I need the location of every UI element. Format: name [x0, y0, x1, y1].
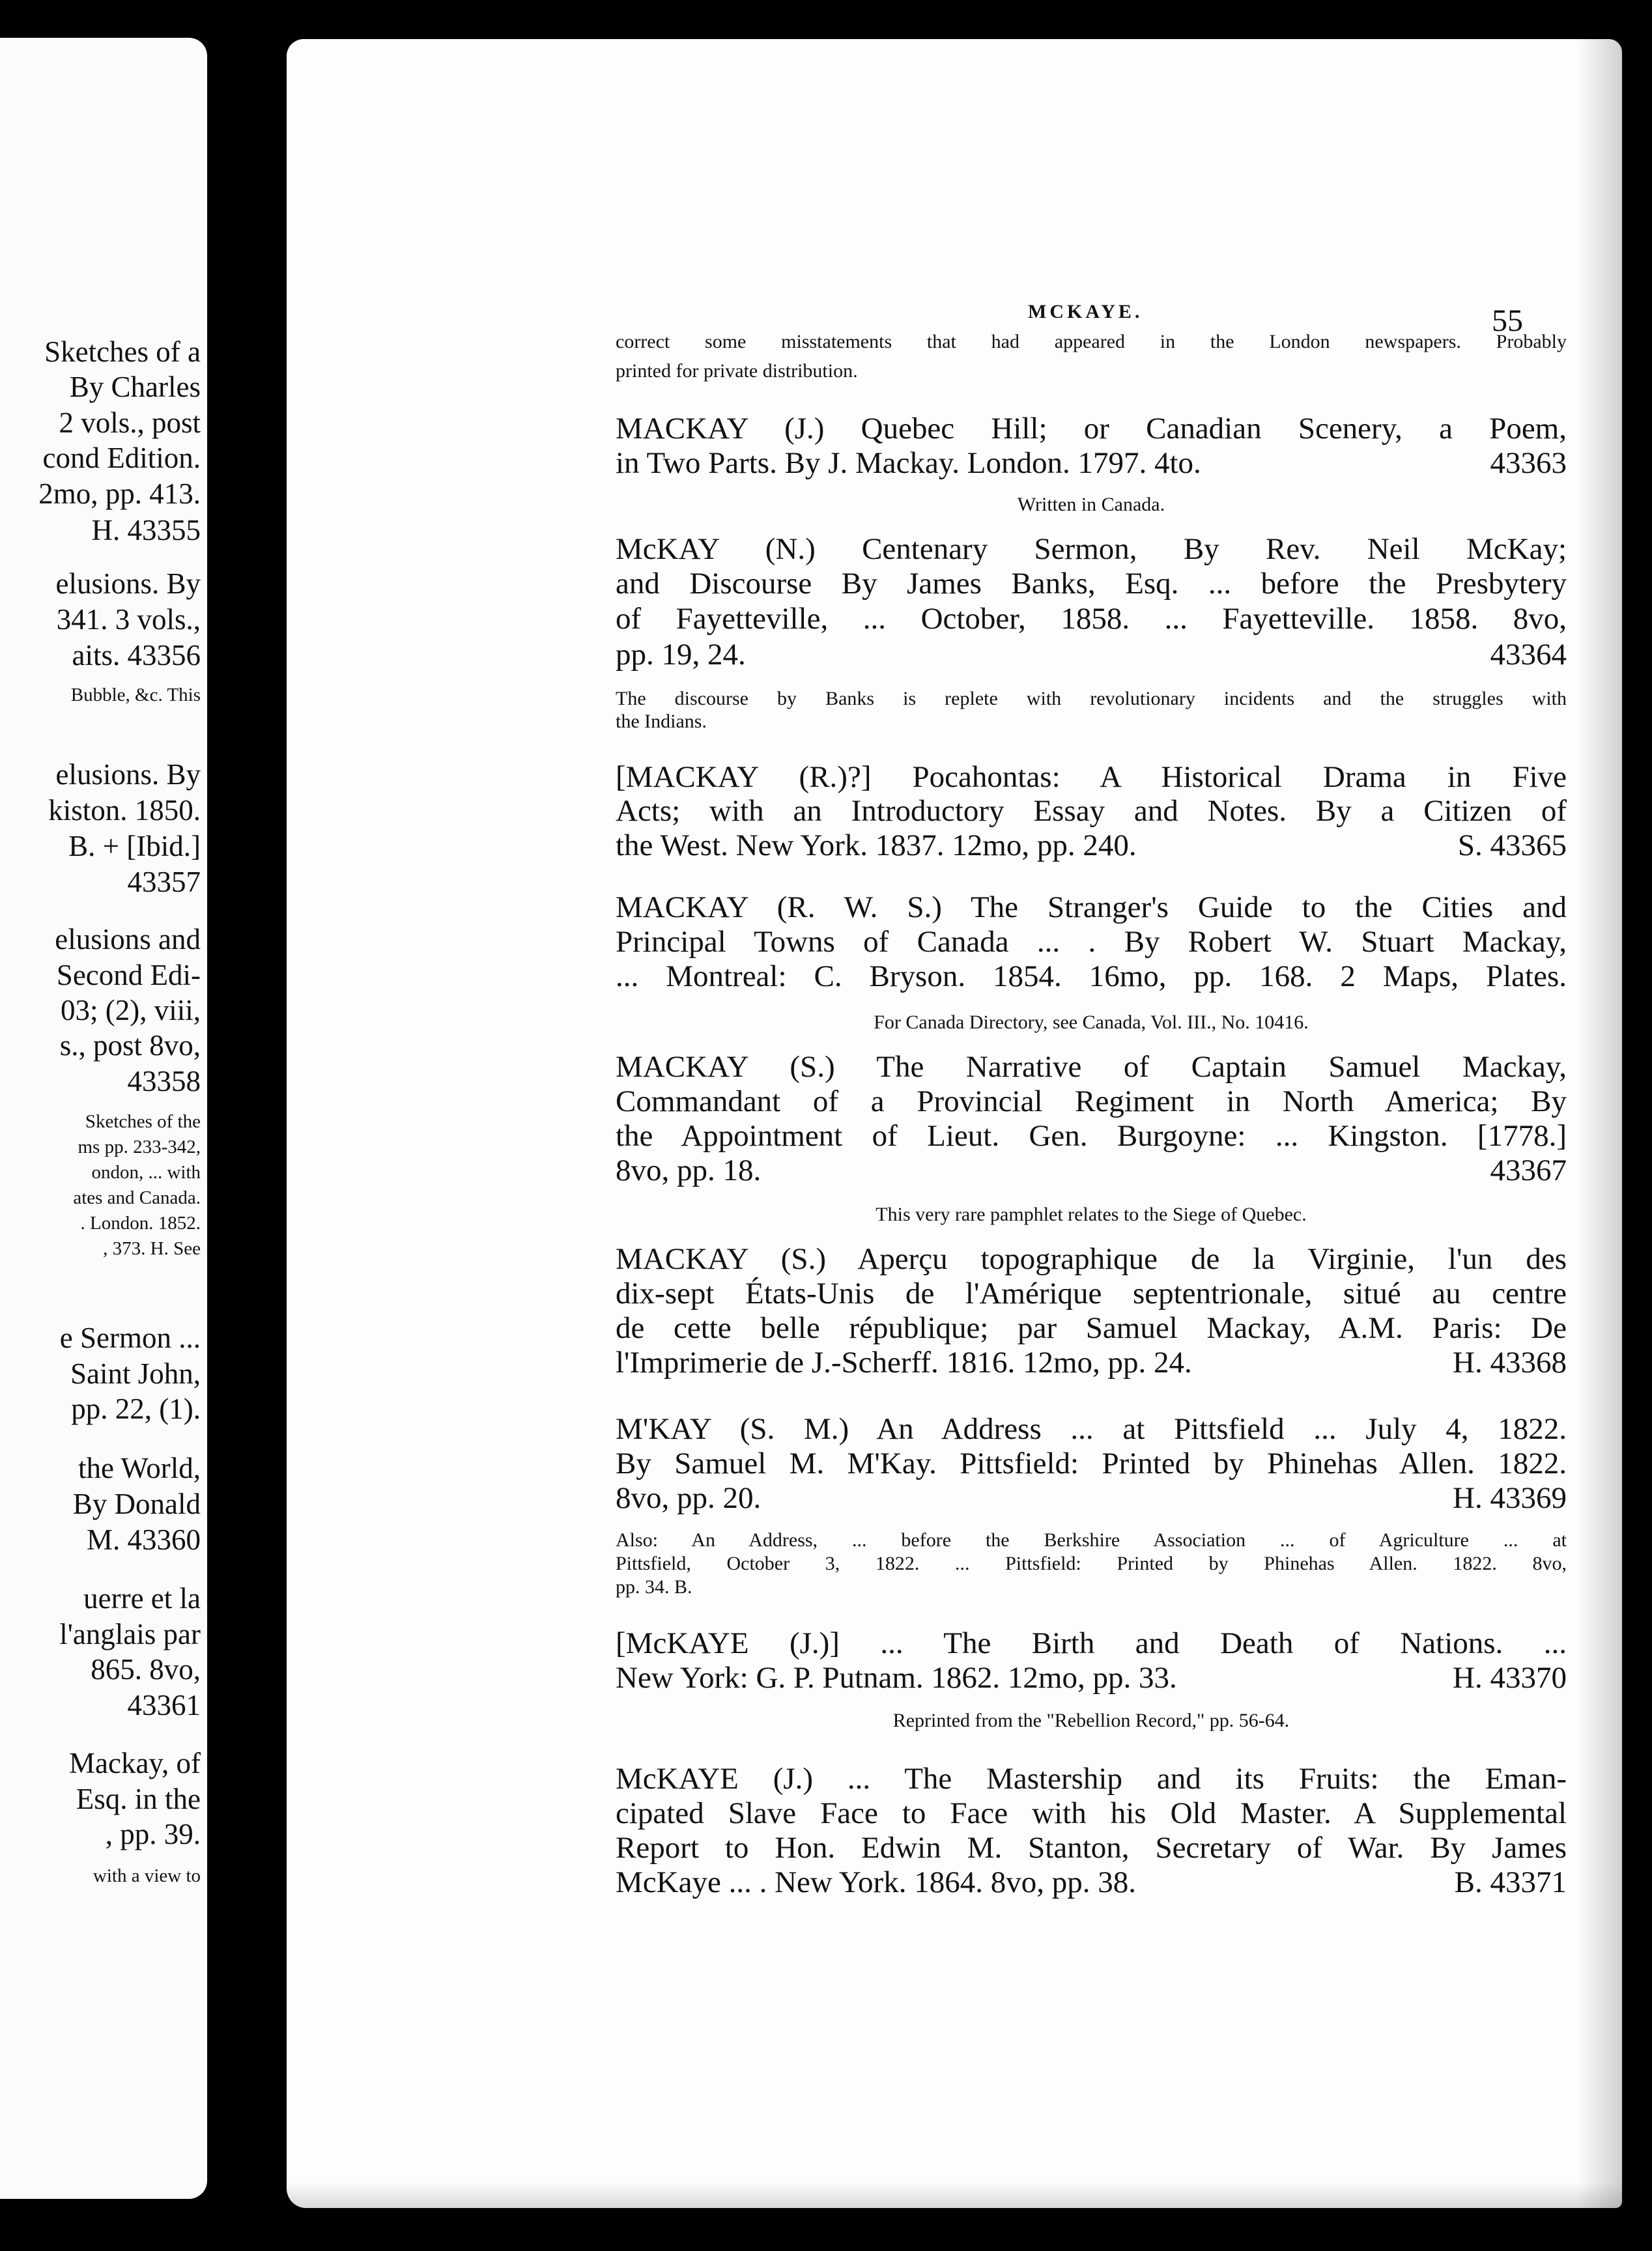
entry-text: correct some misstatements that had appeared in the London newspapers. Probably	[616, 331, 1567, 352]
left-page-line: 43361	[127, 1689, 201, 1721]
entry-text: printed for private distribution.	[616, 360, 858, 382]
entry-number: B. 43371	[1454, 1865, 1567, 1899]
left-page-line: l'anglais par	[59, 1618, 201, 1650]
entry-text: This very rare pamphlet relates to the Siege of Quebec.	[876, 1204, 1307, 1225]
left-page-line: H. 43355	[91, 514, 201, 546]
entry-note-line	[616, 689, 1567, 709]
left-page-line: Mackay, of	[69, 1747, 201, 1779]
page	[287, 39, 1622, 2208]
entry-text: [MACKAY (R.)?] Pocahontas: A Historical Drama in Five	[616, 760, 1567, 794]
left-page-line: By Charles	[69, 371, 201, 403]
left-page-line: 865. 8vo,	[91, 1653, 201, 1686]
left-page-line: B. + [Ibid.]	[68, 830, 201, 862]
entry-text: McKaye ... . New York. 1864. 8vo, pp. 38.	[616, 1865, 1136, 1899]
left-page-line: 03; (2), viii,	[61, 994, 201, 1026]
left-page-line: ms pp. 233-342,	[78, 1137, 201, 1157]
entry-line	[616, 1663, 1567, 1693]
entry-text: the West. New York. 1837. 12mo, pp. 240.	[616, 828, 1137, 862]
entry-note-line	[616, 1531, 1567, 1550]
entry-text: l'Imprimerie de J.-Scherff. 1816. 12mo, pp. 24.	[616, 1346, 1192, 1380]
entry-line	[616, 534, 1567, 565]
left-page-line: s., post 8vo,	[59, 1029, 201, 1062]
left-page-line: Bubble, &c. This	[70, 685, 201, 705]
left-page-line: By Donald	[72, 1488, 201, 1520]
entry-note-line	[616, 1578, 1567, 1597]
entry-line	[616, 1052, 1567, 1083]
entry-number: H. 43368	[1453, 1346, 1567, 1380]
entry-line	[616, 1313, 1567, 1344]
left-page-line: Second Edi-	[56, 959, 201, 991]
entry-text: Pittsfield, October 3, 1822. ... Pittsfield: Printed by Phinehas Allen. 1822. 8vo,	[616, 1553, 1567, 1574]
entry-line	[616, 569, 1567, 599]
entry-line	[616, 1121, 1567, 1152]
left-page-line: 2 vols., post	[59, 406, 201, 439]
entry-text: Commandant of a Provincial Regiment in North America; By	[616, 1084, 1567, 1118]
entry-line	[616, 1348, 1567, 1378]
left-page-line: . London. 1852.	[80, 1213, 201, 1234]
entry-line	[616, 762, 1567, 793]
entry-line	[616, 604, 1567, 634]
left-page-line: elusions and	[55, 923, 201, 956]
entry-line	[616, 414, 1567, 444]
entry-note-line	[616, 1554, 1567, 1574]
entry-note-line	[616, 712, 1567, 731]
left-page-line: elusions. By	[55, 567, 201, 600]
entry-text: MACKAY (S.) The Narrative of Captain Samuel Mackay,	[616, 1050, 1567, 1084]
entry-note-line	[616, 1205, 1567, 1225]
entry-note-line	[616, 361, 1567, 381]
entry-number: 43367	[1490, 1154, 1567, 1187]
entry-line	[616, 1628, 1567, 1659]
entry-note-line	[616, 1013, 1567, 1032]
left-page-fragment	[0, 38, 207, 2199]
left-page-line: 43357	[127, 866, 201, 898]
entry-text: By Samuel M. M'Kay. Pittsfield: Printed by Phinehas Allen. 1822.	[616, 1447, 1567, 1480]
entry-text: and Discourse By James Banks, Esq. ... before the Presbytery	[616, 567, 1567, 601]
left-page-line: Esq. in the	[76, 1783, 201, 1815]
left-page-line: Saint John,	[70, 1357, 201, 1390]
left-page-line: kiston. 1850.	[48, 794, 201, 827]
left-page-line: ates and Canada.	[73, 1187, 201, 1208]
entry-number: 43363	[1490, 446, 1567, 480]
entry-text: 8vo, pp. 20.	[616, 1481, 762, 1515]
page-number: 55	[1492, 304, 1523, 338]
entry-text: Report to Hon. Edwin M. Stanton, Secretary of War. By James	[616, 1831, 1567, 1865]
entry-text: McKAY (N.) Centenary Sermon, By Rev. Neil McKay;	[616, 532, 1567, 566]
entry-text: pp. 34. B.	[616, 1576, 692, 1598]
left-page-line: Sketches of the	[85, 1111, 201, 1132]
entry-text: the Appointment of Lieut. Gen. Burgoyne: ... Kingston. [1778.]	[616, 1119, 1567, 1153]
entry-text: 8vo, pp. 18.	[616, 1154, 762, 1187]
left-page-line: , 373. H. See	[103, 1238, 201, 1259]
entry-line	[616, 448, 1567, 479]
entry-text: ... Montreal: C. Bryson. 1854. 16mo, pp. 168. 2 Maps, Plates.	[616, 959, 1567, 993]
entry-text: of Fayetteville, ... October, 1858. ... Fayetteville. 1858. 8vo,	[616, 602, 1567, 636]
entry-text: MACKAY (J.) Quebec Hill; or Canadian Scenery, a Poem,	[616, 412, 1567, 446]
entry-text: New York: G. P. Putnam. 1862. 12mo, pp. 33.	[616, 1661, 1177, 1695]
entry-line	[616, 927, 1567, 957]
entry-text: M'KAY (S. M.) An Address ... at Pittsfield ... July 4, 1822.	[616, 1412, 1567, 1446]
entry-line	[616, 1086, 1567, 1117]
entry-text: The discourse by Banks is replete with revolutionary incidents and the struggles with	[616, 688, 1567, 709]
entry-line	[616, 640, 1567, 670]
entry-text: de cette belle république; par Samuel Mackay, A.M. Paris: De	[616, 1311, 1567, 1345]
entry-number: S. 43365	[1457, 828, 1567, 862]
entry-text: the Indians.	[616, 711, 707, 732]
entry-line	[616, 1798, 1567, 1829]
left-page-line: 341. 3 vols.,	[56, 603, 201, 636]
entry-text: dix-sept États-Unis de l'Amérique septentrionale, situé au centre	[616, 1277, 1567, 1310]
left-page-line: 2mo, pp. 413.	[38, 477, 201, 510]
entry-text: in Two Parts. By J. Mackay. London. 1797. 4to.	[616, 446, 1201, 480]
entry-line	[616, 796, 1567, 827]
page-bottom-shadow	[287, 2182, 1622, 2208]
running-head: MCKAYE.	[1028, 301, 1143, 322]
left-page-line: , pp. 39.	[105, 1818, 201, 1850]
page-gutter-shadow	[1576, 39, 1622, 2208]
entry-number: H. 43369	[1453, 1481, 1567, 1515]
entry-text: Acts; with an Introductory Essay and Notes. By a Citizen of	[616, 794, 1567, 828]
left-page-line: cond Edition.	[42, 442, 201, 474]
entry-text: cipated Slave Face to Face with his Old Master. A Supplemental	[616, 1796, 1567, 1830]
left-page-line: elusions. By	[55, 758, 201, 791]
entry-text: McKAYE (J.) ... The Mastership and its Fruits: the Eman-	[616, 1762, 1567, 1796]
entry-text: For Canada Directory, see Canada, Vol. III., No. 10416.	[874, 1012, 1309, 1033]
left-page-line: Sketches of a	[44, 335, 201, 368]
left-page-line: 43358	[127, 1065, 201, 1097]
entry-number: 43364	[1490, 638, 1567, 672]
left-page-line: aits. 43356	[72, 639, 201, 672]
left-page-line: M. 43360	[86, 1523, 201, 1556]
entry-number: H. 43370	[1453, 1661, 1567, 1695]
entry-line	[616, 1155, 1567, 1186]
entry-line	[616, 1867, 1567, 1898]
left-page-line: pp. 22, (1).	[71, 1393, 201, 1425]
entry-note-line	[616, 1711, 1567, 1731]
entry-line	[616, 1764, 1567, 1794]
entry-note-line	[616, 495, 1567, 515]
entry-line	[616, 892, 1567, 923]
entry-text: Also: An Address, ... before the Berkshire Association ... of Agriculture ... at	[616, 1529, 1567, 1551]
left-page-line: ondon, ... with	[91, 1162, 201, 1183]
entry-text: Reprinted from the "Rebellion Record," pp. 56-64.	[892, 1710, 1290, 1731]
entry-line	[616, 1483, 1567, 1514]
entry-line	[616, 830, 1567, 861]
left-page-line: uerre et la	[83, 1582, 201, 1615]
entry-line	[616, 1449, 1567, 1479]
entry-line	[616, 961, 1567, 992]
entry-line	[616, 1279, 1567, 1309]
entry-text: [McKAYE (J.)] ... The Birth and Death of Nations. ...	[616, 1626, 1567, 1660]
entry-note-line	[616, 332, 1567, 352]
entry-text: Written in Canada.	[1017, 494, 1165, 515]
entry-text: pp. 19, 24.	[616, 638, 746, 672]
left-page-line: e Sermon ...	[59, 1322, 201, 1354]
left-page-line: with a view to	[93, 1865, 201, 1886]
entry-line	[616, 1414, 1567, 1445]
entry-line	[616, 1833, 1567, 1863]
entry-text: MACKAY (S.) Aperçu topographique de la Virginie, l'un des	[616, 1242, 1567, 1276]
entry-text: Principal Towns of Canada ... . By Robert W. Stuart Mackay,	[616, 925, 1567, 959]
left-page-line: the World,	[78, 1452, 201, 1484]
entry-text: MACKAY (R. W. S.) The Stranger's Guide to the Cities and	[616, 890, 1567, 924]
entry-line	[616, 1244, 1567, 1275]
